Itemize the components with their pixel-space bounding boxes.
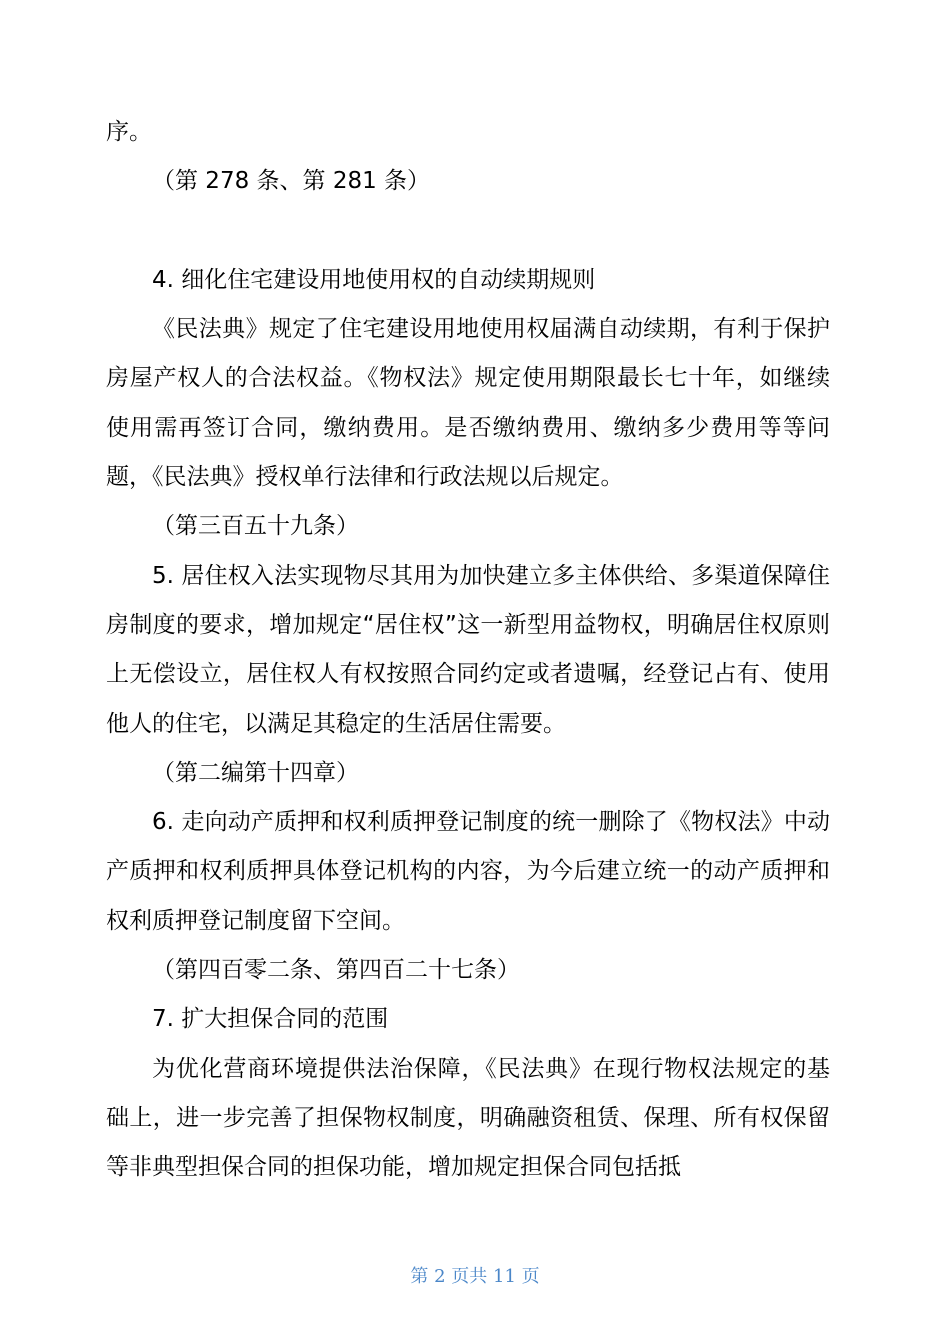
paragraph-section-6: 6. 走向动产质押和权利质押登记制度的统一删除了《物权法》中动产质押和权利质押具体登记机构的内容，为今后建立统一的动产质押和权利质押登记制度留下空间。 <box>106 809 830 934</box>
article-reference-278-281: （第 278 条、第 281 条） <box>152 168 431 195</box>
paragraph-section-5: 5. 居住权入法实现物尽其用为加快建立多主体供给、多渠道保障住房制度的要求，增加规定“居住权”这一新型用益物权，明确居住权原则上无偿设立，居住权人有权按照合同约定或者遗嘱，经登记占有、使用他人的住宅，以满足其稳定的生活居住需要。 <box>106 562 830 737</box>
paragraph-section-7: 为优化营商环境提供法治保障，《民法典》在现行物权法规定的基础上，进一步完善了担保物权制度，明确融资租赁、保理、所有权保留等非典型担保合同的担保功能，增加规定担保合同包括抵 <box>106 1055 830 1181</box>
paragraph-continuation: 序。 <box>106 119 152 145</box>
blank-line <box>106 207 830 256</box>
page-number-footer: 第 2 页共 11 页 <box>410 1266 540 1287</box>
document-body <box>106 108 830 1193</box>
section-heading-4: 4. 细化住宅建设用地使用权的自动续期规则 <box>152 266 596 293</box>
article-reference-359: （第三百五十九条） <box>152 513 359 540</box>
paragraph-section-4: 《民法典》规定了住宅建设用地使用权届满自动续期，有利于保护房屋产权人的合法权益。《物权法》规定使用期限最长七十年，如继续使用需再签订合同，缴纳费用。是否缴纳费用、缴纳多少费用等等问题，《民法典》授权单行法律和行政法规以后规定。 <box>106 316 830 491</box>
article-reference-402-427: （第四百零二条、第四百二十七条） <box>152 957 520 984</box>
article-reference-part2-ch14: （第二编第十四章） <box>152 759 359 786</box>
section-heading-7: 7. 扩大担保合同的范围 <box>152 1006 389 1033</box>
